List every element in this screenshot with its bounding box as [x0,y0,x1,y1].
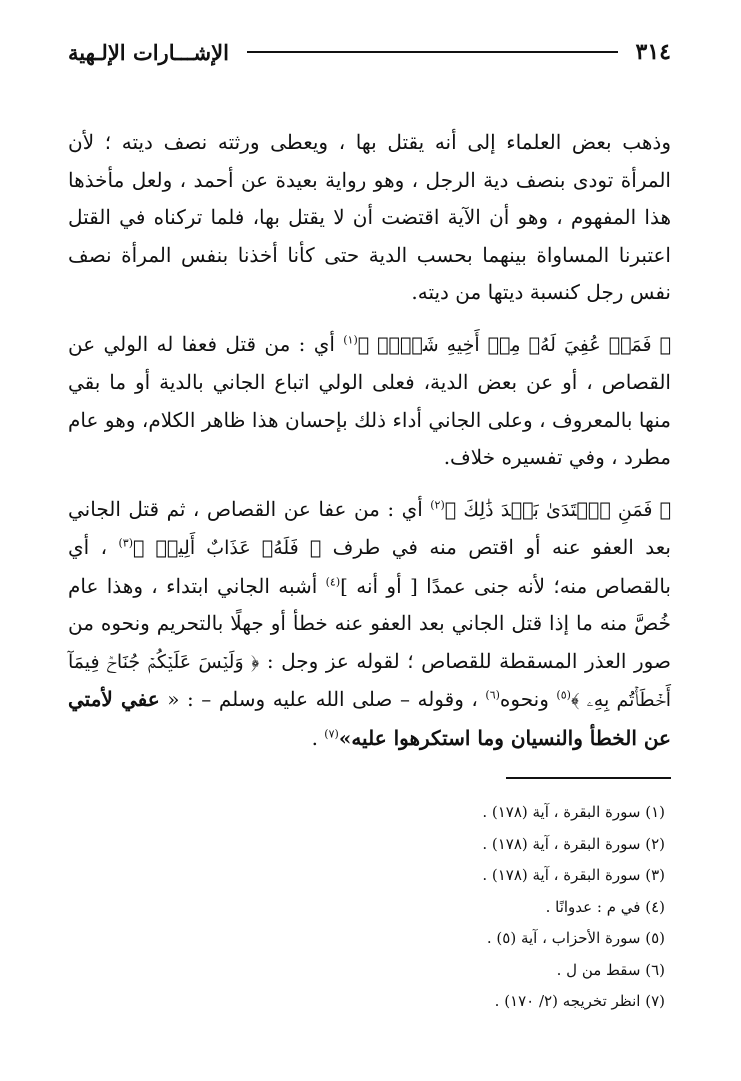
footnotes [68,797,671,1018]
paragraph-text: ، أي بالقصاص منه؛ لأنه جنى عمدًا [ أو أنه ] [68,535,671,598]
hadith-text: عفي لأمتي عن الخطأ والنسيان وما استكرهوا عليه» [68,687,671,750]
paragraph-text: ، وقوله – صلى الله عليه وسلم – : « [159,687,486,711]
page-header [68,32,671,72]
footnote-ref: (٦) [485,688,500,702]
quran-quote: ﴿ فَلَهُۥ عَذَابٌ أَلِيمٞ ﴾ [133,537,322,559]
footnote-ref: (٤) [325,574,341,588]
footnote-item: (٣) سورة البقرة ، آية (١٧٨) . [482,866,665,884]
paragraph-text: أشبه الجاني ابتداء ، وهذا عام خُصَّ منه ما إذا قتل الجاني بعد العفو عنه خطأ أو جهلًا بالتحريم ونحوه من صور العذر المسقطة للقصاص ؛ لقوله عز وجل : [68,573,671,673]
footnote-ref: (١) [343,332,358,346]
paragraph-text: وذهب بعض العلماء إلى أنه يقتل بها ، ويعطى ورثته نصف ديته ؛ لأن المرأة تودى بنصف دية الرجل ، وهو رواية بعيدة عن أحمد ، ولعل مأخذها هذا المفهوم ، وهو أن الآية اقتضت أن لا يقتل بها، فلما تركناه في القتل اعتبرنا المساواة بينهما بحسب الدية حتى كأنا أخذنا بنفس المرأة نصف نفس رجل كنسبة ديتها من ديته. [68,130,671,304]
quran-quote: ﴿ فَمَنۡ عُفِيَ لَهُۥ مِنۡ أَخِيهِ شَيۡءٞ ﴾ [357,333,671,356]
running-title: الإشـــارات الإلـهية [68,39,229,65]
paragraph-text: . [311,725,325,750]
footnote-ref: (٣) [118,536,134,550]
footnote-item: (٤) في م : عدوانًا . [545,897,665,916]
footnote-item: (٦) سقط من ل . [556,960,665,979]
quran-quote: ﴿ فَمَنِ ٱعۡتَدَىٰ بَعۡدَ ذَٰلِكَ ﴾ [444,498,671,521]
paragraph-1 [68,124,671,312]
footnote-ref: (٧) [324,726,339,740]
paragraph-text: ونحوه [499,687,557,711]
paragraph-text: أي : من قتل فعفا له الولي عن القصاص ، أو عن بعض الدية، فعلى الولي اتباع الجاني بالدية أو ما بقي منها بالمعروف ، وعلى الجاني أداء ذلك بإحسان هذا ظاهر الكلام، وهو عام مطرد ، وفي تفسيره خلاف. [68,331,671,469]
paragraph-text: أي : من عفا عن القصاص ، ثم قتل الجاني بعد العفو عنه أو اقتص منه في طرف [68,496,671,559]
footnote-separator [506,777,671,779]
footnote-item: (٥) سورة الأحزاب ، آية (٥) . [486,929,665,947]
footnote-ref: (٥) [556,688,571,702]
paragraph-3 [68,491,671,758]
footnote-ref: (٢) [430,497,445,511]
paragraph-2 [68,326,671,477]
footnote-item: (١) سورة البقرة ، آية (١٧٨) . [482,803,665,821]
page-body [68,124,671,1018]
footnote-item: (٢) سورة البقرة ، آية (١٧٨) . [482,834,665,853]
footnote-item: (٧) انظر تخريجه (٢/ ١٧٠) . [494,992,665,1010]
header-rule [247,51,618,53]
quran-quote: ﴿ وَلَيۡسَ عَلَيۡكُمۡ جُنَاحٞ فِيمَآ أَخۡطَأۡتُم بِهِۦ ﴾ [68,650,672,711]
page-number: ٣١٤ [635,39,671,65]
